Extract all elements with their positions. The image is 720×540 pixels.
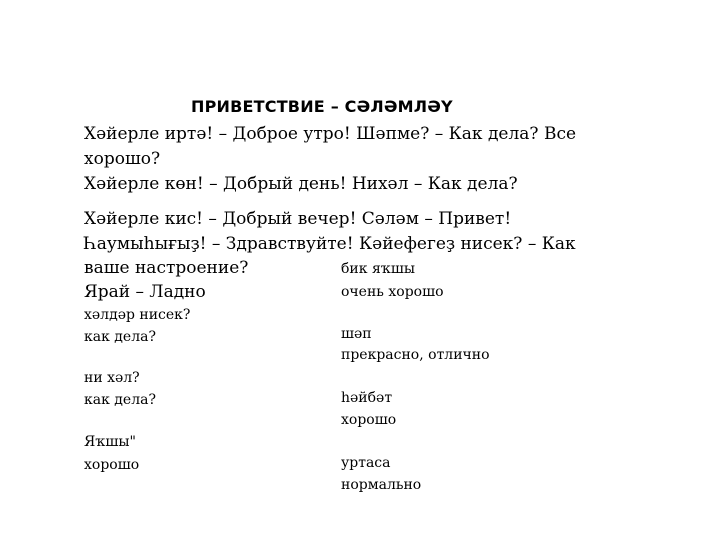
vocab-right-item: прекрасно, отлично [341,347,490,363]
vocab-left-item: ни хәл? [84,370,140,386]
vocab-left-item: как дела? [84,329,156,345]
vocab-right-item: бик яҡшы [341,261,415,277]
phrase-line: Хәйерле иртә! – Доброе утро! Шәпме? – Как дела? Все [84,124,577,144]
vocab-right-item: һәйбәт [341,390,393,406]
vocab-right-item: очень хорошо [341,284,444,300]
vocab-right-item: хорошо [341,412,397,428]
phrase-line: Ярай – Ладно [84,282,206,302]
vocab-right-item: нормально [341,477,422,493]
vocab-left-item: хорошо [84,457,140,473]
vocab-right-item: уртаса [341,455,391,471]
phrase-line: Хәйерле көн! – Добрый день! Нихәл – Как дела? [84,174,518,194]
vocab-left-item: Яҡшы" [84,434,136,450]
phrase-line: хорошо? [84,149,161,169]
phrase-line: Һаумыһығыҙ! – Здравствуйте! Кәйефегеҙ нисек? – Как [84,234,576,254]
phrase-line: ваше настроение? [84,258,249,278]
page-title: ПРИВЕТСТВИЕ – СӘЛӘМЛӘҮ [191,97,453,116]
vocab-left-item: как дела? [84,392,156,408]
vocab-right-item: шәп [341,326,372,342]
phrase-line: Хәйерле кис! – Добрый вечер! Сәләм – Привет! [84,209,512,229]
vocab-left-item: хәлдәр нисек? [84,307,191,323]
